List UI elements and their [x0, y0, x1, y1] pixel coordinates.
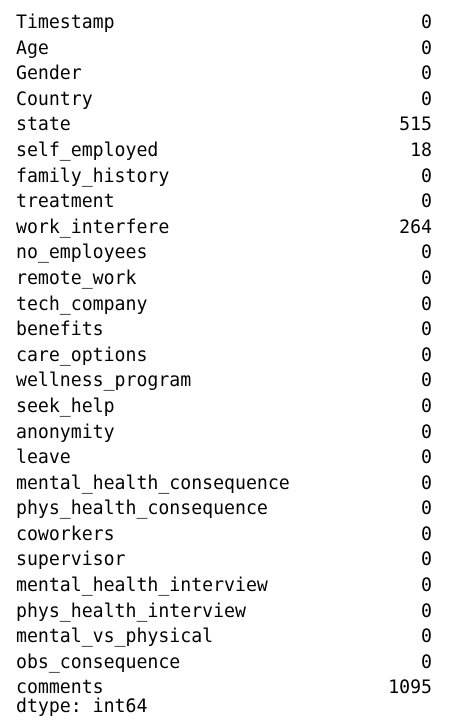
null-count: 0 [421, 12, 432, 33]
null-count: 0 [421, 37, 432, 59]
null-count: 0 [421, 242, 432, 264]
output-row [16, 624, 432, 650]
null-count: 0 [421, 293, 432, 315]
output-row [16, 420, 432, 446]
output-row [16, 368, 432, 394]
column-name: obs_consequence [16, 651, 181, 673]
null-count: 515 [399, 114, 432, 136]
column-name: seek_help [16, 395, 115, 417]
null-count: 0 [421, 600, 432, 622]
null-count: 0 [421, 370, 432, 392]
output-row [16, 36, 432, 62]
output-row [16, 547, 432, 573]
output-row [16, 266, 432, 292]
null-count: 0 [421, 63, 432, 85]
null-count: 1095 [388, 677, 432, 699]
output-row [16, 164, 432, 190]
output-row [16, 522, 432, 548]
null-count: 0 [421, 498, 432, 520]
column-name: phys_health_interview [16, 600, 246, 622]
null-count: 0 [421, 626, 432, 648]
column-name: no_employees [16, 242, 148, 264]
output-row [16, 573, 432, 599]
null-count: 0 [421, 267, 432, 289]
column-name: family_history [16, 165, 170, 187]
output-row [16, 317, 432, 343]
output-row [16, 445, 432, 471]
output-row [16, 599, 432, 625]
column-name: self_employed [16, 139, 159, 161]
column-name: Age [16, 37, 49, 59]
output-row [16, 240, 432, 266]
null-count: 0 [421, 319, 432, 341]
column-name: treatment [16, 191, 115, 213]
null-count: 0 [421, 651, 432, 673]
null-count: 0 [421, 344, 432, 366]
column-name: mental_health_consequence [16, 472, 290, 494]
null-count: 0 [421, 472, 432, 494]
column-name: comments [16, 677, 104, 699]
output-row [16, 650, 432, 676]
column-name: benefits [16, 319, 104, 341]
null-count: 0 [421, 523, 432, 545]
output-row [16, 61, 432, 87]
null-count: 0 [421, 421, 432, 443]
column-name: coworkers [16, 523, 115, 545]
output-row [16, 112, 432, 138]
null-count: 0 [421, 447, 432, 469]
dtype-footer: dtype: int64 [16, 696, 148, 717]
column-name: Country [16, 88, 93, 110]
column-name: wellness_program [16, 370, 192, 392]
column-name: tech_company [16, 293, 148, 315]
null-count: 0 [421, 191, 432, 213]
output-row [16, 87, 432, 113]
null-count-output [16, 10, 432, 701]
null-count: 0 [421, 549, 432, 571]
null-count: 0 [421, 88, 432, 110]
column-name: leave [16, 447, 71, 469]
output-row [16, 292, 432, 318]
output-row [16, 343, 432, 369]
null-count: 0 [421, 395, 432, 417]
column-name: anonymity [16, 421, 115, 443]
null-count: 0 [421, 575, 432, 597]
output-row [16, 189, 432, 215]
output-row [16, 496, 432, 522]
column-name: work_interfere [16, 216, 170, 238]
column-name: care_options [16, 344, 148, 366]
output-row [16, 138, 432, 164]
column-name: mental_health_interview [16, 575, 268, 597]
null-count: 0 [421, 165, 432, 187]
output-row [16, 471, 432, 497]
column-name: phys_health_consequence [16, 498, 268, 520]
output-row [16, 215, 432, 241]
column-name: supervisor [16, 549, 126, 571]
column-name: state [16, 114, 71, 136]
null-count: 18 [410, 139, 432, 161]
column-name: Gender [16, 63, 82, 85]
column-name: mental_vs_physical [16, 626, 214, 648]
output-row [16, 394, 432, 420]
column-name: Timestamp [16, 12, 115, 33]
output-row [16, 10, 432, 36]
column-name: remote_work [16, 267, 137, 289]
null-count: 264 [399, 216, 432, 238]
